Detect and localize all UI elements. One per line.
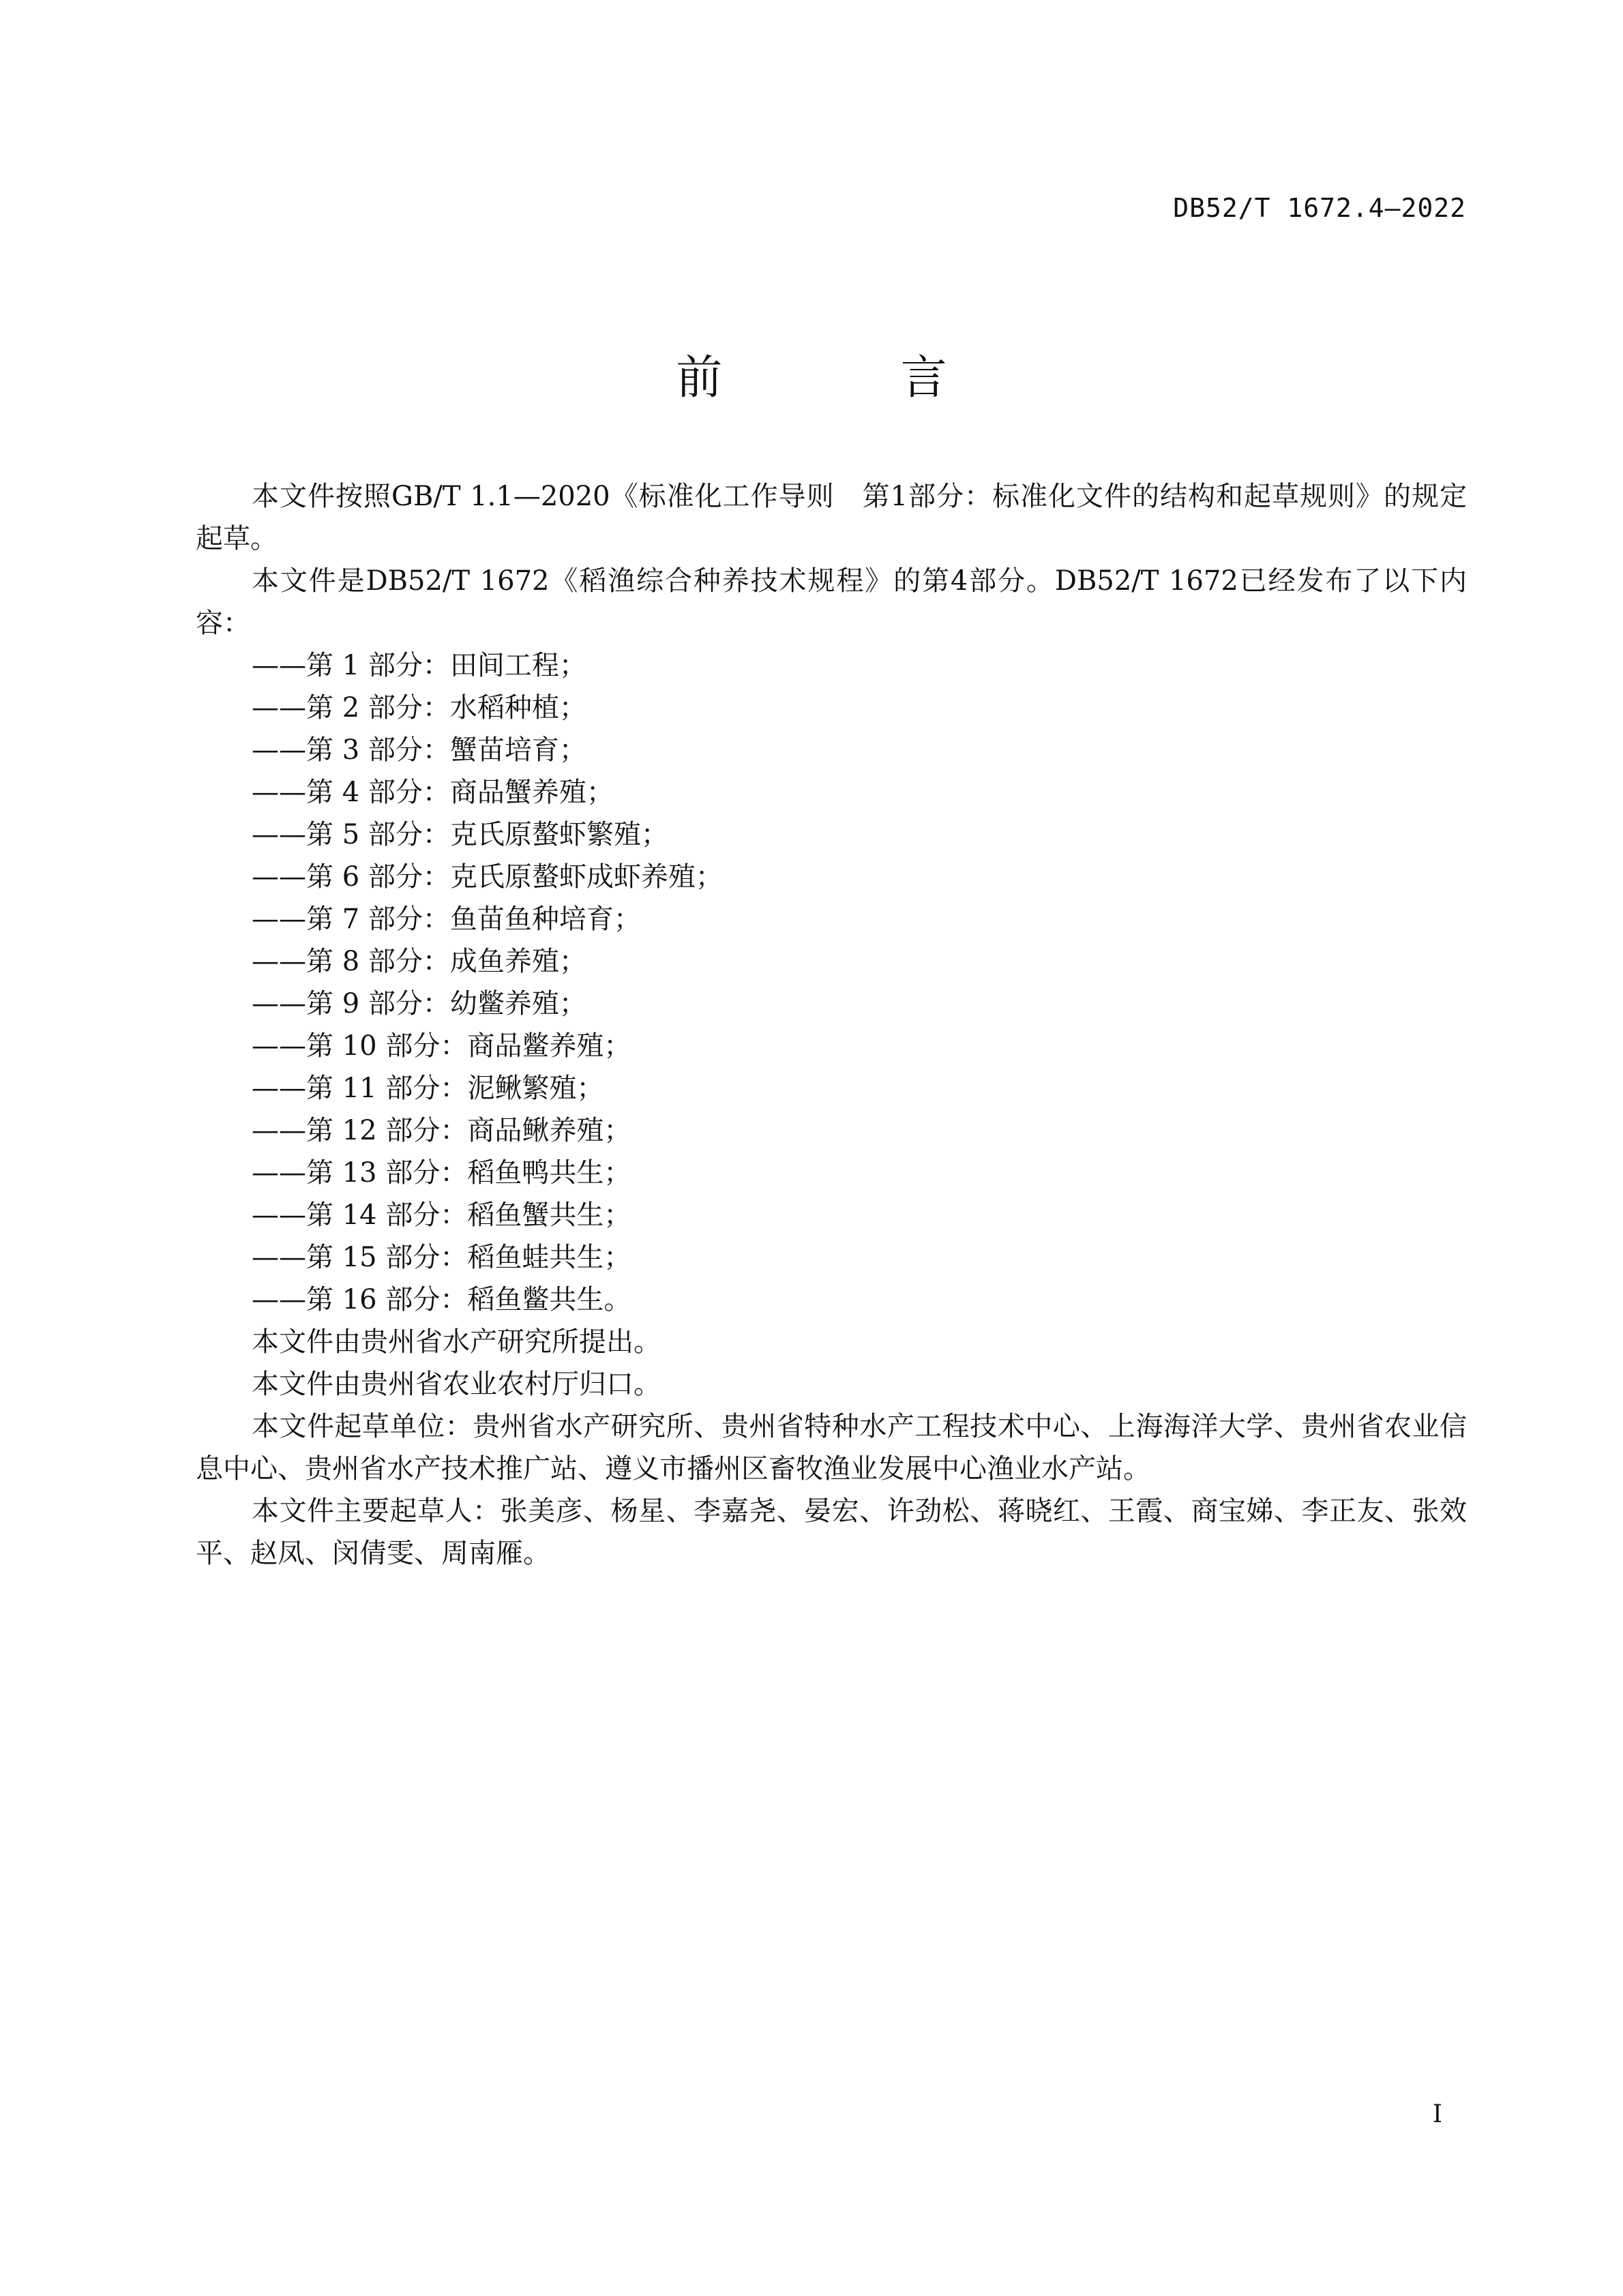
list-item: ——第 12 部分：商品鳅养殖； [252,1115,631,1146]
list-item: ——第 14 部分：稻鱼蟹共生； [252,1199,631,1231]
list-item: ——第 16 部分：稻鱼鳖共生。 [252,1284,631,1315]
parts-list [196,644,1467,1321]
paragraph-drafting-basis: 本文件按照GB/T 1.1—2020《标准化工作导则 第1部分：标准化文件的结构和起草规则》的规定起草。 [196,481,1467,554]
list-item: ——第 13 部分：稻鱼鸭共生； [252,1157,631,1189]
document-body [196,475,1467,1575]
paragraph-administrator: 本文件由贵州省农业农村厅归口。 [252,1369,661,1400]
list-item: ——第 11 部分：泥鳅繁殖； [252,1073,604,1104]
list-item: ——第 2 部分：水稻种植； [252,692,586,724]
list-item: ——第 7 部分：鱼苗鱼种培育； [252,904,641,935]
page-number: I [1432,2100,1442,2128]
list-item: ——第 9 部分：幼鳖养殖； [252,988,586,1019]
list-item: ——第 10 部分：商品鳖养殖； [252,1030,631,1062]
paragraph-proposer: 本文件由贵州省水产研究所提出。 [252,1326,661,1358]
list-item: ——第 6 部分：克氏原螯虾成虾养殖； [252,861,723,893]
list-item: ——第 1 部分：田间工程； [252,650,586,681]
document-code: DB52/T 1672.4—2022 [1173,193,1466,223]
list-item: ——第 3 部分：蟹苗培育； [252,734,586,766]
page-title: 前 言 [676,351,1029,405]
list-item: ——第 5 部分：克氏原螯虾繁殖； [252,819,668,850]
paragraph-drafters: 本文件主要起草人：张美彦、杨星、李嘉尧、晏宏、许劲松、蒋晓红、王霞、商宝娣、李正友、张效平、赵凤、闵倩雯、周南雁。 [196,1495,1467,1569]
list-item: ——第 8 部分：成鱼养殖； [252,946,586,977]
paragraph-series-intro: 本文件是DB52/T 1672《稻渔综合种养技术规程》的第4部分。DB52/T 1672已经发布了以下内容： [196,565,1467,639]
paragraph-drafting-units: 本文件起草单位：贵州省水产研究所、贵州省特种水产工程技术中心、上海海洋大学、贵州省农业信息中心、贵州省水产技术推广站、遵义市播州区畜牧渔业发展中心渔业水产站。 [196,1411,1467,1485]
list-item: ——第 4 部分：商品蟹养殖； [252,777,614,808]
list-item: ——第 15 部分：稻鱼蛙共生； [252,1242,631,1273]
